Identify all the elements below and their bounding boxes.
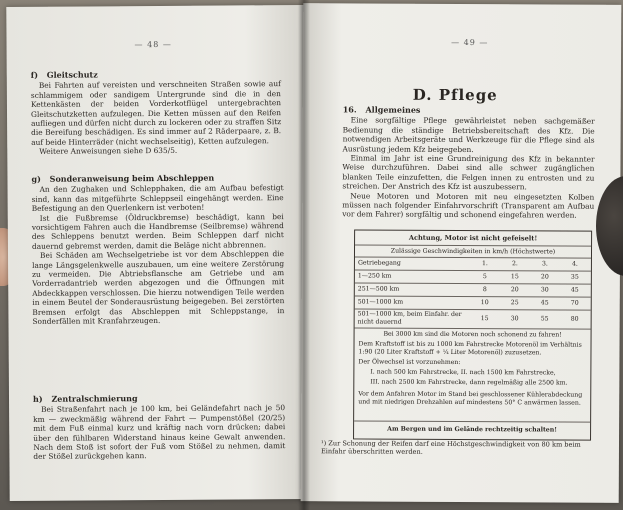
table-row: 1—250 km 5 15 20 35 xyxy=(355,270,591,284)
table-note: Dem Kraftstoff ist bis zu 1000 km Fahrstrecke Motorenöl im Verhältnis 1:90 (20 Liter Kraftstoff + ¼ Liter Motorenöl) zuzusetzen. xyxy=(358,340,582,357)
paragraph: Ist die Fußbremse (Öldruckbremse) beschädigt, kann bei vorsichtigem Fahren auch die Handbremse (Seilbremse) während des Schleppens benutzt werden. Beim Schleppen darf nicht dauernd gebremst werden, damit die Beläge nicht abbrennen. xyxy=(31,211,284,251)
paragraph: Bei Fahrten auf vereisten und verschneiten Straßen sowie auf schlammigem oder sandigem Untergrunde sind die in den Kettenkästen der beiden Vorderkotflügel untergebrachten Gleitschutzketten aufzulegen. Die Ketten müssen auf den Reifen aufliegen und dürfen nicht durch zu lockeren oder zu straffen Sitz die Bereifung beschädigen. Es sind immer auf 2 Räderpaare, z. B. auf beide Hinterräder (nicht wechselseitig), Ketten aufzulegen. xyxy=(30,79,282,147)
section-heading: f) Gleitschutz xyxy=(30,69,98,80)
table-row: 251—500 km 8 20 30 45 xyxy=(355,283,591,297)
section-f-gleitschutz xyxy=(31,69,282,156)
book-gutter xyxy=(298,0,310,510)
footnote: ¹) Zur Schonung der Reifen darf eine Höchstgeschwindigkeit von 80 km beim Einfahr überschritten werden. xyxy=(320,439,581,457)
table-row: 501—1000 km, beim Einfahr. der nicht dauernd 15 30 55 80 xyxy=(355,309,591,329)
table-subheader: Zulässige Geschwindigkeiten in km/h (Höchstwerte) xyxy=(355,245,591,258)
chapter-title: D. Pflege xyxy=(412,85,498,105)
left-page-number: — 48 — xyxy=(134,39,172,50)
section-g-abschleppen xyxy=(31,173,284,326)
table-note: Der Ölwechsel ist vorzunehmen: xyxy=(358,358,461,366)
paragraph: Bei Schäden am Wechselgetriebe ist vor dem Abschleppen die lange Längsgelenkwelle auszubauen, um eine weitere Zerstörung zu vermeiden. Die Abtriebsflansche am Getriebe und am Vorderradantrieb werden abgezogen und die Öffnungen mit Abdeckkappen verschlossen. Die hierzu notwendigen Teile werden in einem Beutel der Sonderausrüstung beigegeben. Bei zerstörten Bremsen erfolgt das Abschleppen mit Schleppstange, in Sonderfällen mit Kranfahrzeugen. xyxy=(32,249,285,326)
paragraph: Neue Motoren und Motoren mit neu eingesetzten Kolben müssen nach folgender Einfahrvorschrift (Transparent am Aufbau vor dem Fahrer) sorgfältig und schonend eingefahren werden. xyxy=(342,191,595,221)
left-page xyxy=(6,5,307,501)
table-note: I. nach 500 km Fahrstrecke, II. nach 1500 km Fahrstrecke, xyxy=(370,368,556,377)
right-page-number: — 49 — xyxy=(451,37,489,48)
table-column-headers: Getriebegang 1. 2. 3. 4. xyxy=(355,257,591,271)
right-page xyxy=(301,3,622,503)
paragraph: Bei Straßenfahrt nach je 100 km, bei Geländefahrt nach je 50 km — zweckmäßig während der Fahrt — Pumpenstößel (20/25) mit dem Fuß einmal kurz und kräftig nach vorn drücken; dabei über den fühlbaren Widerstand hinaus keine Gewalt anwenden. Nach dem Stoß ist sofort der Fuß vom Stößel zu nehmen, damit der Stößel zurückgehen kann. xyxy=(33,403,286,462)
section-h-zentralschmierung xyxy=(33,393,285,462)
section-heading: h) Zentralschmierung xyxy=(32,393,138,404)
paragraph: An den Zughaken und Schlepphaken, die am Aufbau befestigt sind, kann das mitgeführte Schleppseil eingehängt werden. Eine Befestigung an den Querlenkern ist verboten! xyxy=(31,183,284,214)
section-heading: 16. Allgemeines xyxy=(342,104,421,115)
section-16-allgemeines xyxy=(342,105,595,220)
paragraph: Eine sorgfältige Pflege gewährleistet neben sachgemäßer Bedienung die ständige Betriebsbereitschaft des Kfz. Die notwendigen Arbeitsgeräte und Werkzeuge für die Pflege sind als Ausrüstung jedem Kfz beigegeben. xyxy=(342,115,595,154)
break-in-table xyxy=(353,229,592,440)
table-note: Bei 3000 km sind die Motoren noch schonend zu fahren! xyxy=(383,330,562,339)
table-note: III. nach 2500 km Fahrstrecke, dann regelmäßig alle 2500 km. xyxy=(370,378,568,387)
table-footer: Am Bergen und im Gelände rechtzeitig schalten! xyxy=(354,420,590,438)
paragraph: Weitere Anweisungen siehe D 635/5. xyxy=(39,146,178,157)
section-heading: g) Sonderanweisung beim Abschleppen xyxy=(31,172,215,184)
table-header: Achtung, Motor ist nicht gefeiselt! xyxy=(355,230,591,246)
table-note: Vor dem Anfahren Motor im Stand bei geschlossener Kühlerabdeckung und mit niedrigen Drehzahlen auf mindestens 50° C anwärmen lassen. xyxy=(358,390,583,407)
table-row: 501—1000 km 10 25 45 70 xyxy=(355,296,591,310)
paragraph: Einmal im Jahr ist eine Grundreinigung des Kfz in bekannter Weise durchzuführen. Dabei sind alle schwer zugänglichen blanken Teile einzufetten, die Felgen innen zu entrosten und zu streichen. Der Anstrich des Kfz ist auszubessern. xyxy=(342,153,595,192)
